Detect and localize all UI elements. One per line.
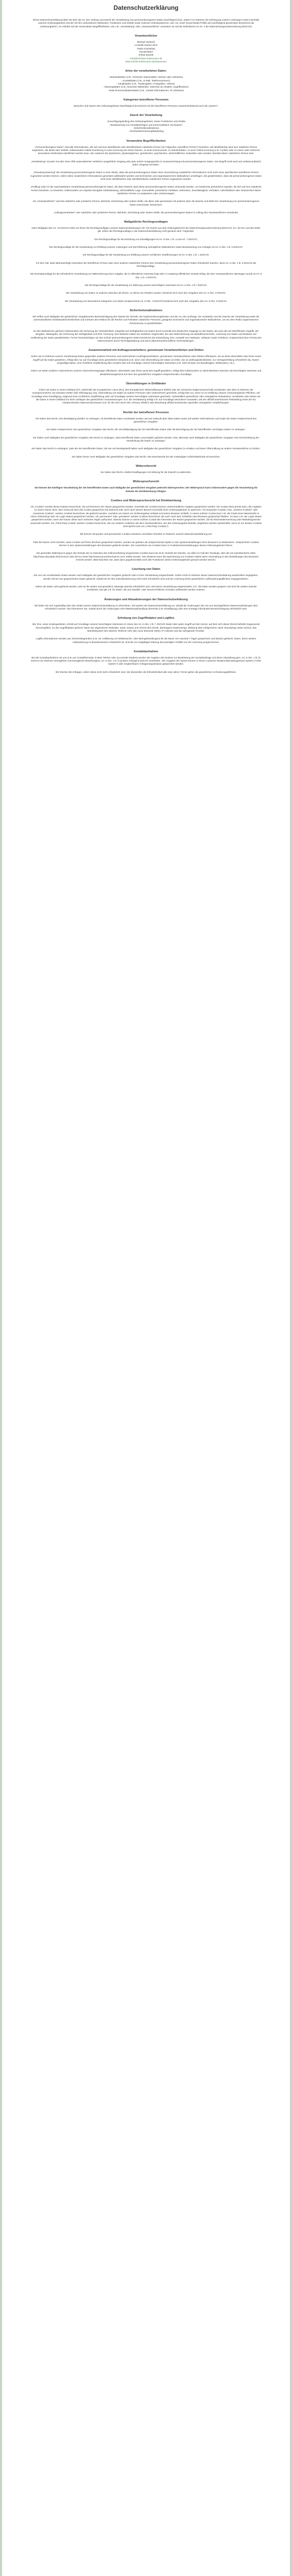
paragraph: Die Rechtsgrundlage für die Verarbeitung zur Erfüllung unserer Leistungen und Durchführung vertraglicher Maßnahmen sowie Beantwortung von Anfragen ist Art. 6 Abs. 1 lit. b DSGVO; [49, 246, 243, 249]
paragraph: Sie haben entsprechend. den gesetzlichen Vorgaben das Recht, die Vervollständigung der Sie betreffenden Daten oder die Berichtigung der Sie betreffenden unrichtigen Daten zu verlangen. [46, 428, 246, 431]
paragraph: Sie haben das Recht, eine Bestätigung darüber zu verlangen, ob betreffende Daten verarbeitet werden und auf Auskunft über diese Daten sowie auf weitere Informationen und Kopie der Daten entsprechend den gesetzlichen Vorgaben. [35, 417, 257, 423]
paragraph: Sofern wir Daten anderen Unternehmen unserer Unternehmensgruppe offenbaren, übermitteln oder ihnen sonst den Zugriff gewähren, erfolgt dies insbesondere zu administrativen Zwecken als berechtigtes Interesse und darüberhinausgehend auf einer den gesetzlichen Vorgaben entsprechenden Grundlage. [30, 369, 262, 376]
heading-widerruf: Widerrufsrecht [136, 464, 156, 468]
paragraph: Sofern die Daten nicht gelöscht werden, weil sie für andere und gesetzlich zulässige Zwecke erforderlich sind, wird deren Verarbeitung eingeschränkt. D.h. die Daten werden gesperrt und nicht für andere Zwecke verarbeitet. Das gilt z.B. für Daten, die aus handels- oder steuerrechtlichen Gründen aufbewahrt werden müssen. [35, 585, 257, 591]
list-item: - Reichweitenmessung/Marketing [128, 130, 164, 133]
paragraph: „Profiling“ jede Art der automatisierten Verarbeitung personenbezogener Daten, die darin besteht, dass diese personenbezogenen Daten verwendet werden, um bestimmte persönliche Aspekte, die sich auf eine natürliche Person beziehen, zu bewerten, insbesondere um Aspekte bezüglich Arbeitsleistung, wirtschaftliche Lage, Gesundheit, persönliche Vorlieben, Interessen, Zuverlässigkeit, Verhalten, Aufenthaltsort oder Ortswechsel dieser natürlichen Person zu analysieren oder vorherzusagen. [30, 185, 262, 195]
heading-arten: Arten der verarbeiteten Daten: [125, 70, 167, 73]
list-item: - Zurverfügungstellung des Onlineangebotes, seiner Funktionen und Inhalte. [106, 120, 186, 123]
list-item: - Kontaktdaten (z.B., E-Mail, Telefonnummern). [121, 79, 171, 82]
paragraph: Wir bitten Sie sich regelmäßig über den Inhalt unserer Datenschutzerklärung zu informieren. Wir passen die Datenschutzerklärung an, sobald die Änderungen der von uns durchgeführten Datenverarbeitungen dies erforderlich machen. Wir informieren Sie, sobald durch die Änderungen eine Mitwirkungshandlung Ihrerseits (z.B. Einwilligung) oder eine sonstige individuelle Benachrichtigung erforderlich wird. [34, 604, 258, 610]
data-types-list [30, 76, 262, 92]
paragraph: Sie haben ferner nach Maßgabe der gesetzlichen Vorgaben das Recht, eine Beschwerde bei der zuständigen Aufsichtsbehörde einzureichen. [72, 455, 220, 458]
paragraph: Als „Cookies“ werden kleine Dateien bezeichnet, die auf Rechnern der Nutzer gespeichert werden. Innerhalb der Cookies können unterschiedliche Angaben gespeichert werden. Ein Cookie dient primär dazu, die Angaben zu einem Nutzer (bzw. dem Gerät auf dem das Cookie gespeichert ist) während oder auch nach seinem Besuch innerhalb eines Onlineangebotes zu speichern. Als temporäre Cookies, bzw. „Session-Cookies“ oder „transiente Cookies“, werden Cookies bezeichnet, die gelöscht werden, nachdem ein Nutzer ein Onlineangebot verlässt und seinen Browser schließt. In einem solchen Cookie kann z.B. der Inhalt eines Warenkorbs in einem Onlineshop oder ein Login-Status gespeichert werden. Als „permanent“ oder „persistent“ werden Cookies bezeichnet, die auch nach dem Schließen des Browsers gespeichert bleiben. So kann z.B. der Login-Status gespeichert werden, wenn die Nutzer diese nach mehreren Tagen aufsuchen. Ebenso können in einem solchen Cookie die Interessen der Nutzer gespeichert werden, die für Reichweitenmessung oder Marketingzwecke verwendet werden. Als „Third-Party-Cookie“ werden Cookies bezeichnet, die von anderen Anbietern als dem Verantwortlichen, der das Onlineangebot betreibt, angeboten werden (andernfalls, wenn es nur dessen Cookies sind spricht man von „First-Party Cookies“). [30, 505, 262, 528]
heading-kategorien: Kategorien betroffener Personen [123, 98, 169, 101]
page-title: Datenschutzerklärung [113, 4, 179, 11]
heading-sicherheit: Sicherheitsmaßnahmen [129, 309, 163, 313]
paragraph: Sie haben das Recht, erteilte Einwilligungen mit Wirkung für die Zukunft zu widerrufen. [101, 470, 191, 473]
list-item: - Beantwortung von Kontaktanfragen und Kommunikation mit Nutzern. [109, 123, 183, 126]
controller-website-link[interactable]: www.michel-onlinemusic.de/impressum [125, 60, 167, 63]
controller-email-link[interactable]: mich@michael-onlinemusic.de [129, 57, 163, 60]
heading-erhebung: Erhebung von Zugriffsdaten und Logfiles [118, 617, 174, 620]
paragraph: Wir können temporäre und permanente Cookies einsetzen und klären hierüber im Rahmen unserer Datenschutzerklärung auf. [79, 533, 213, 536]
paragraph: Die von uns verarbeiteten Daten werden nach Maßgabe der gesetzlichen Vorgaben gelöscht oder in ihrer Verarbeitung eingeschränkt. Sofern nicht im Rahmen dieser Datenschutzerklärung ausdrücklich angegeben, werden die bei uns gespeicherten Daten gelöscht, sobald sie für ihre Zweckbestimmung nicht mehr erforderlich sind und der Löschung keine gesetzlichen Aufbewahrungspflichten entgegenstehen. [34, 574, 258, 580]
paragraph: Als „Verantwortlicher“ wird die natürliche oder juristische Person, Behörde, Einrichtung oder andere Stelle, die allein oder gemeinsam mit anderen über die Zwecke und Mittel der Verarbeitung von personenbezogenen Daten entscheidet, bezeichnet. [33, 200, 259, 206]
paragraph: Ein genereller Widerspruch gegen den Einsatz der zu Zwecken des Onlinemarketing eingesetzten Cookies kann bei einer Vielzahl der Dienste, vor allem im Fall des Trackings, über die US-amerikanische Seite http://www.aboutads.info/choices/ oder die EU-Seite http://www.youronlinechoices.com/ erklärt werden. Des Weiteren kann die Speicherung von Cookies mittels deren Abschaltung in den Einstellungen des Browsers erreicht werden. Bitte beachten Sie, dass dann gegebenenfalls nicht alle Funktionen dieses Onlineangebotes genutzt werden können. [33, 552, 259, 561]
paragraph: Bei der Kontaktaufnahme mit uns (z.B. per Kontaktformular, E-Mail, Telefon oder via sozialer Medien) werden die Angaben des Nutzers zur Bearbeitung der Kontaktanfrage und deren Abwicklung gem. Art. 6 Abs. 1 lit. b) DSGVO (im Rahmen vertraglicher-/vorvertraglicher Beziehungen), Art. 6 Abs. 1 lit. f) (andere Anfragen) DSGVO verarbeitet.. Die Angaben der Nutzer können in einem Customer-Relationship-Management System ("CRM System") oder vergleichbarer Anfragenorganisation gespeichert werden. [31, 656, 261, 666]
paragraph: Sie haben das Recht zu verlangen, dass die Sie betreffenden Daten, die Sie uns bereitgestellt haben nach Maßgabe der gesetzlichen Vorgaben zu erhalten und deren Übermittlung an andere Verantwortliche zu fordern. [31, 447, 261, 450]
paragraph: Besucher und Nutzer des Onlineangebotes (Nachfolgend bezeichnen wir die betroffenen Personen zusammenfassend auch als „Nutzer“). [73, 104, 219, 107]
controller-country: Deutschland [139, 50, 153, 53]
paragraph: „Personenbezogene Daten“ sind alle Informationen, die sich auf eine identifizierte oder identifizierbare natürliche Person (im Folgenden „betroffene Person“) beziehen; als identifizierbar wird eine natürliche Person angesehen, die direkt oder indirekt, insbesondere mittels Zuordnung zu einer Kennung wie einem Namen, zu einer Kennnummer, zu Standortdaten, zu einer Online-Kennung (z.B. Cookie) oder zu einem oder mehreren besonderen Merkmalen identifiziert werden kann, die Ausdruck der physischen, physiologischen, genetischen, psychischen, wirtschaftlichen, kulturellen oder sozialen Identität dieser natürlichen Person sind. [31, 145, 261, 155]
heading-widerspruch: Widerspruchsrecht [133, 480, 159, 484]
paragraph: Für den Fall, dass lebenswichtige Interessen der betroffenen Person oder einer anderen natürlichen Person eine Verarbeitung personenbezogener Daten erforderlich machen, dient Art. 6 Abs. 1 lit. d DSGVO als Rechtsgrundlage. [36, 261, 256, 268]
heading-aenderungen: Änderungen und Aktualisierungen der Datenschutzerklärung [104, 598, 188, 601]
heading-rechtsgrundlagen: Maßgebliche Rechtsgrundlagen [124, 221, 168, 224]
paragraph: Sofern wir im Rahmen unserer Verarbeitung Daten gegenüber anderen Personen und Unternehmen (Auftragsverarbeitern, gemeinsam Verantwortlichen oder Dritten) offenbaren, sie an diese übermitteln oder ihnen sonst Zugriff auf die Daten gewähren, erfolgt dies nur auf Grundlage einer gesetzlichen Erlaubnis (z.B. wenn eine Übermittlung der Daten an Dritte, wie an Zahlungsdienstleister, zur Vertragserfüllung erforderlich ist), Nutzer eingewilligt haben, eine rechtliche Verpflichtung dies vorsieht oder auf Grundlage unserer berechtigten Interessen (z.B. beim Einsatz von Beauftragten, Webhostern, etc.). [31, 355, 261, 365]
heading-begriffe: Verwendete Begrifflichkeiten [126, 139, 166, 143]
paragraph: Sofern wir Daten in einem Drittland (d.h. außerhalb der Europäischen Union (EU), des Europäischen Wirtschaftsraums (EWR) oder der Schweizer Eidgenossenschaft) verarbeiten oder dies im Rahmen der Inanspruchnahme von Diensten Dritter oder Offenlegung, bzw. Übermittlung von Daten an andere Personen oder Unternehmen geschieht, erfolgt dies nur, wenn es zur Erfüllung unserer (vor)vertraglichen Pflichten, auf Grundlage Ihrer Einwilligung, aufgrund einer rechtlichen Verpflichtung oder auf Grundlage unserer berechtigten Interessen geschieht. Vorbehaltlich gesetzlicher oder vertraglicher Erlaubnisse, verarbeiten oder lassen wir die Daten in einem Drittland nur beim Vorliegen der gesetzlichen Voraussetzungen. D.h. die Verarbeitung erfolgt z.B. auf Grundlage besonderer Garantien, wie der offiziell anerkannten Feststellung eines der EU entsprechenden Datenschutzniveaus (z.B. für die USA durch den „Privacy Shield“) oder Beachtung offiziell anerkannter spezieller vertraglicher Verpflichtungen. [31, 388, 261, 404]
paragraph: Die Rechtsgrundlage für die Verarbeitung zur Wahrung unserer berechtigten Interessen ist Art. 6 Abs. 1 lit. f DSGVO. [85, 284, 207, 287]
paragraph: Sie können der künftigen Verarbeitung der Sie betreffenden Daten nach Maßgabe der gesetzlichen Vorgaben jederzeit widersprechen. Der Widerspruch kann insbesondere gegen die Verarbeitung für Zwecke der Direktwerbung erfolgen. [34, 486, 258, 493]
paragraph: Wir löschen die Anfragen, sofern diese nicht mehr erforderlich sind. Wir überprüfen die Erforderlichkeit alle zwei Jahre; Ferner gelten die gesetzlichen Archivierungspflichten. [55, 670, 237, 673]
heading-rechte: Rechte der betroffenen Personen [123, 411, 169, 414]
paragraph: „Pseudonymisierung“ die Verarbeitung personenbezogener Daten in einer Weise, dass die personenbezogenen Daten ohne Hinzuziehung zusätzlicher Informationen nicht mehr einer spezifischen betroffenen Person zugeordnet werden können, sofern diese zusätzlichen Informationen gesondert aufbewahrt werden und technischen und organisatorischen Maßnahmen unterliegen, die gewährleisten, dass die personenbezogenen Daten nicht einer identifizierten oder identifizierbaren natürlichen Person zugewiesen werden. [30, 171, 262, 180]
heading-zweck: Zweck der Verarbeitung [129, 114, 163, 117]
paragraph: Die Rechtsgrundlage für die erforderliche Verarbeitung zur Wahrnehmung einer Aufgabe, die im öffentlichen Interesse liegt oder in Ausübung öffentlicher Gewalt erfolgt, die dem Verantwortlichen übertragen wurde ist Art. 6 Abs. 1 lit. e DSGVO. [30, 273, 262, 279]
heading-loeschung: Löschung von Daten [132, 568, 160, 571]
paragraph: Die Rechtsgrundlage für die Einholung von Einwilligungen ist Art. 6 Abs. 1 lit. a und Art. 7 DSGVO; [94, 238, 198, 241]
list-item: - Inhaltsdaten (z.B., Texteingaben, Fotografien, Videos). [117, 82, 175, 85]
heading-zusammenarbeit: Zusammenarbeit mit Auftragsverarbeitern, gemeinsam Verantwortlichen und Dritten [88, 349, 204, 352]
intro-paragraph: Diese Datenschutzerklärung klärt Sie über die Art, den Umfang und Zweck der Verarbeitung von personenbezogenen Daten (nachfolgend kurz „Daten“) im Rahmen der Erbringung unserer Leistungen sowie innerhalb unseres Onlineangebotes und der mit ihm verbundenen Webseiten, Funktionen und Inhalte sowie externen Onlinepräsenzen, wie z.B. unser Social Media Profile auf (nachfolgend gemeinsam bezeichnet als „Onlineangebot“). Im Hinblick auf die verwendeten Begrifflichkeiten, wie z.B. „Verarbeitung“ oder „Verantwortlicher“ verweisen wir auf die Definitionen im Art. 4 der Datenschutzgrundverordnung (DSGVO). [33, 19, 259, 28]
heading-kontakt: Kontaktaufnahme [134, 650, 158, 653]
list-item: - Meta-/Kommunikationsdaten (z.B., Geräte-Informationen, IP-Adressen). [107, 89, 185, 92]
list-item: - Nutzungsdaten (z.B., besuchte Webseiten, Interesse an Inhalten, Zugriffszeiten). [103, 86, 189, 89]
list-item: - Bestandsdaten (z.B., Personen-Stammdaten, Namen oder Adressen). [108, 76, 184, 79]
paragraph: Logfile-Informationen werden aus Sicherheitsgründen (z.B. zur Aufklärung von Missbrauchs- oder Betrugshandlungen) für die Dauer von maximal 7 Tagen gespeichert und danach gelöscht. Daten, deren weitere Aufbewahrung zu Beweiszwecken erforderlich ist, sind bis zur endgültigen Klärung des jeweiligen Vorfalls von der Löschung ausgenommen. [36, 637, 256, 643]
paragraph: Sie haben nach Maßgabe der gesetzlichen Vorgaben das Recht zu verlangen, dass betreffende Daten unverzüglich gelöscht werden, bzw. alternativ nach Maßgabe der gesetzlichen Vorgaben eine Einschränkung der Verarbeitung der Daten zu verlangen. [33, 436, 259, 442]
heading-cookies: Cookies und Widerspruchsrecht bei Direktwerbung [110, 499, 182, 502]
heading-verantwortlicher: Verantwortlicher [135, 34, 157, 38]
controller-street: Le-Molle-Garten-Str.9 [134, 44, 158, 47]
controller-city: 74931 Künzelsau [137, 47, 155, 50]
heading-drittlaender: Übermittlungen in Drittländer [126, 382, 166, 386]
paragraph: „Verarbeitung“ ist jeder mit oder ohne Hilfe automatisierter Verfahren ausgeführte Vorgang oder jede solche Vorgangsreihe im Zusammenhang mit personenbezogenen Daten. Der Begriff reicht weit und umfasst praktisch jeden Umgang mit Daten. [30, 160, 261, 166]
list-item: - Sicherheitsmaßnahmen. [132, 126, 160, 129]
paragraph: Die Verarbeitung von besonderen Kategorien von Daten (entsprechend Art. 9 Abs. 1 DSGVO) bestimmt sich nach den Vorgaben des Art. 9 Abs. 2 DSGVO. [64, 299, 228, 302]
purpose-list [30, 120, 262, 133]
paragraph: „Auftragsverarbeiter“ eine natürliche oder juristische Person, Behörde, Einrichtung oder andere Stelle, die personenbezogene Daten im Auftrag des Verantwortlichen verarbeitet. [53, 211, 239, 214]
paragraph: Die Rechtsgrundlage für die Verarbeitung zur Erfüllung unserer rechtlichen Verpflichtungen ist Art. 6 Abs. 1 lit. c DSGVO; [83, 253, 209, 257]
controller-name: Michael Heinisch [137, 40, 155, 43]
paragraph: Wir treffen nach Maßgabe der gesetzlichen Vorgabenunter Berücksichtigung des Stands der Technik, der Implementierungskosten und der Art, des Umfangs, der Umstände und der Zwecke der Verarbeitung sowie der unterschiedlichen Eintrittswahrscheinlichkeit und Schwere des Risikos für die Rechte und Freiheiten natürlicher Personen, geeignete technische und organisatorische Maßnahmen, um ein dem Risiko angemessenes Schutzniveau zu gewährleisten. [33, 315, 259, 325]
paragraph: Die Verarbeitung von Daten zu anderen Zwecken als denen, zu denen sie erhoben wurden, bestimmt sich nach den Vorgaben des Art. 6 Abs. 4 DSGVO. [66, 292, 226, 295]
paragraph: Zu den Maßnahmen gehören insbesondere die Sicherung der Vertraulichkeit, Integrität und Verfügbarkeit von Daten durch Kontrolle des physischen Zugangs zu den Daten, als auch des sie betreffenden Zugriffs, der Eingabe, Weitergabe, der Sicherung der Verfügbarkeit und ihrer Trennung. Des Weiteren haben wir Verfahren eingerichtet, die eine Wahrnehmung von Betroffenenrechten, Löschung von Daten und Reaktion auf Gefährdung der Daten gewährleisten. Ferner berücksichtigen wir den Schutz personenbezogener Daten bereits bei der Entwicklung, bzw. Auswahl von Hardware, Software sowie Verfahren, entsprechend dem Prinzip des Datenschutzes durch Technikgestaltung und durch datenschutzfreundliche Voreinstellungen. [30, 330, 262, 343]
controller-address [30, 41, 262, 63]
paragraph: Wir, bzw. unser Hostinganbieter, erhebt auf Grundlage unserer berechtigten Interessen im Sinne des Art. 6 Abs. 1 lit. f. DSGVO Daten über jeden Zugriff auf den Server, auf dem sich dieser Dienst befindet (sogenannte Serverlogfiles). Zu den Zugriffsdaten gehören Name der abgerufenen Webseite, Datei, Datum und Uhrzeit des Abrufs, übertragene Datenmenge, Meldung über erfolgreichen Abruf, Browsertyp nebst Version, das Betriebssystem des Nutzers, Referrer URL (die zuvor besuchte Seite), IP-Adresse und der anfragende Provider. [32, 623, 260, 632]
paragraph: Nach Maßgabe des Art. 13 DSGVO teilen wir Ihnen die Rechtsgrundlagen unserer Datenverarbeitungen mit. Für Nutzer aus dem Geltungsbereich der Datenschutzgrundverordnung (DSGVO), d.h. der EU und des EWG gilt, sofern die Rechtsgrundlage in der Datenschutzerklärung nicht genannt wird, Folgendes: [31, 227, 261, 233]
paragraph: Falls die Nutzer nicht möchten, dass Cookies auf ihrem Rechner gespeichert werden, werden sie gebeten die entsprechende Option in den Systemeinstellungen ihres Browsers zu deaktivieren. Gespeicherte Cookies können in den Systemeinstellungen des Browsers gelöscht werden. Der Ausschluss von Cookies kann zu Funktionseinschränkungen dieses Onlineangebotes führen. [33, 540, 259, 547]
controller-phone: 07940 511100 [138, 54, 154, 57]
